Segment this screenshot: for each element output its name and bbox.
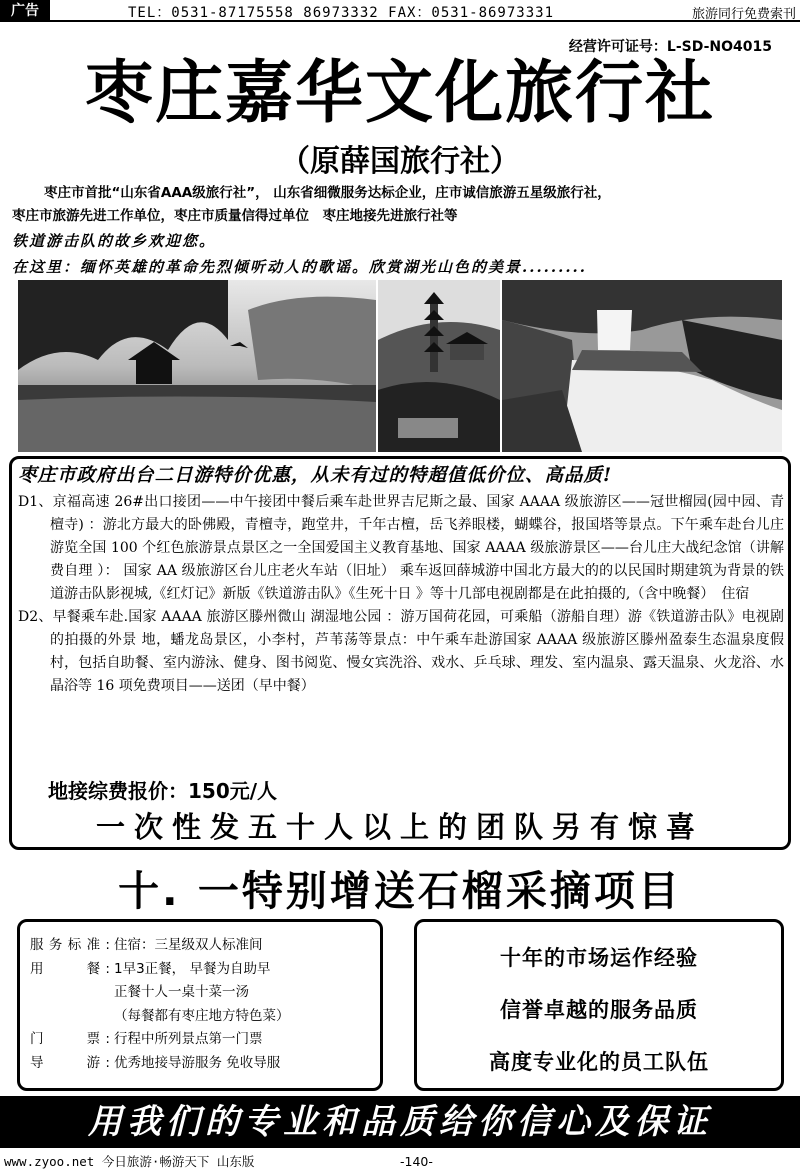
- meal-row: [30, 958, 380, 982]
- service-standard-row: [30, 934, 380, 958]
- intro-line-2: 枣庄市旅游先进工作单位，枣庄市质量信得过单位 枣庄地接先进旅行社等: [12, 208, 458, 224]
- ad-tag: 广告: [0, 0, 50, 22]
- top-bar: [0, 0, 800, 22]
- feature-professional-staff: 高度专业化的员工队伍: [489, 1050, 709, 1074]
- slogan-scenery: 在这里：缅怀英雄的革命先烈倾听动人的歌谣。欣赏湖光山色的美景.........: [12, 258, 588, 276]
- license-number: 经营许可证号：L-SD-NO4015: [568, 39, 772, 55]
- intro-line-1: 枣庄市首批“山东省AAA级旅行社”， 山东省细微服务达标企业，庄市诚信旅游五星级旅行社，: [44, 185, 611, 201]
- free-catalog-note: 旅游同行免费索刊: [691, 7, 796, 22]
- contact-numbers: TEL：0531-87175558 86973332 FAX：0531-86973331: [128, 5, 555, 21]
- ticket-value: 行程中所列景点第一门票: [114, 1031, 263, 1047]
- pagoda-temple-photo: [378, 280, 500, 452]
- slogan-welcome: 铁道游击队的故乡欢迎您。: [12, 232, 217, 250]
- features-box: [414, 919, 784, 1091]
- meal-value: 1早3正餐， 早餐为自助早: [114, 960, 271, 977]
- guide-value: 优秀地接导游服务 免收导服: [114, 1054, 281, 1071]
- lake-pavilion-photo: [18, 280, 376, 452]
- waterfall-photo: [502, 280, 782, 452]
- itinerary: [18, 491, 784, 698]
- agency-title: 枣庄嘉华文化旅行社: [84, 54, 715, 133]
- pomegranate-promo: 十. 一特别增送石榴采摘项目: [118, 867, 682, 915]
- meal-line-2: 正餐十人一桌十菜一汤: [114, 984, 249, 1000]
- meal-label: 用 餐:: [30, 960, 110, 977]
- footer-site: www.zyoo.net 今日旅游·畅游天下 山东版: [4, 1154, 255, 1169]
- price-quote: 地接综费报价：150元/人: [48, 779, 278, 803]
- itinerary-day-2: D2、早餐乘车赴.国家 AAAA 旅游区滕州微山 湖湿地公园 ：游万国荷花园，可乘船（游船自理）游《铁道游击队》电视剧的拍摄的外景 地，蟠龙岛景区，小李村，芦苇荡等景点：中午乘车赴游国家 AAAA 级旅游区滕州盈泰生态温泉度假村，包括自助餐、室内游泳、健身、图书阅览、慢女宾洗浴、戏水、乒乓球、理发、室内温泉、露天温泉、火龙浴、水晶浴等 16 项免费项目——送团（早中餐）: [18, 609, 784, 694]
- itinerary-day-1: D1、京福高速 26#出口接团——中午接团中餐后乘车赴世界吉尼斯之最、国家 AAAA 级旅游区——冠世榴园(园中园、青檀寺) ：游北方最大的卧佛殿，青檀寺，跑堂井，千年古檀，岳飞养眼楼，蝴蝶谷，报国塔等景点。下午乘车赴台儿庄游览全国 100 个红色旅游景点景区之一全国爱国主义教育基地、国家 AAAA 级旅游景区——台儿庄大战纪念馆（讲解费自理 ）： 国家 AA 级旅游区台儿庄老火车站（旧址） 乘车返回薛城游中国北方最大的的以民国时期建筑为背景的铁道游击队影视城,《红灯记》新版《铁道游击队》《生死十日 》等十几部电视剧都是在此拍摄的,（含中晚餐） 住宿: [18, 494, 784, 602]
- feature-service-quality: 信誉卓越的服务品质: [500, 998, 698, 1022]
- feature-experience: 十年的市场运作经验: [500, 946, 698, 970]
- group-surprise-note: 一次性发五十人以上的团队另有惊喜: [95, 810, 704, 844]
- ticket-row: [30, 1028, 380, 1052]
- special-offer-box: [9, 456, 791, 850]
- guide-label: 导 游:: [30, 1054, 110, 1071]
- offer-headline: 枣庄市政府出台二日游特价优惠，从未有过的特超值低价位、高品质!: [18, 465, 613, 486]
- service-standard-label: 服务标准:: [30, 937, 110, 953]
- guide-row: [30, 1052, 380, 1076]
- photo-strip: [18, 280, 782, 452]
- meal-line-3: （每餐都有枣庄地方特色菜）: [114, 1007, 290, 1024]
- agency-subtitle: （原薛国旅行社）: [280, 144, 520, 179]
- intro-text: [12, 182, 788, 228]
- ticket-label: 门 票:: [30, 1031, 110, 1047]
- service-standard-value: 住宿：三星级双人标准间: [114, 937, 263, 953]
- service-standards-box: [17, 919, 383, 1091]
- guarantee-banner: 用我们的专业和品质给你信心及保证: [0, 1096, 800, 1148]
- page-number: -140-: [400, 1154, 433, 1169]
- page-footer: [0, 1152, 800, 1172]
